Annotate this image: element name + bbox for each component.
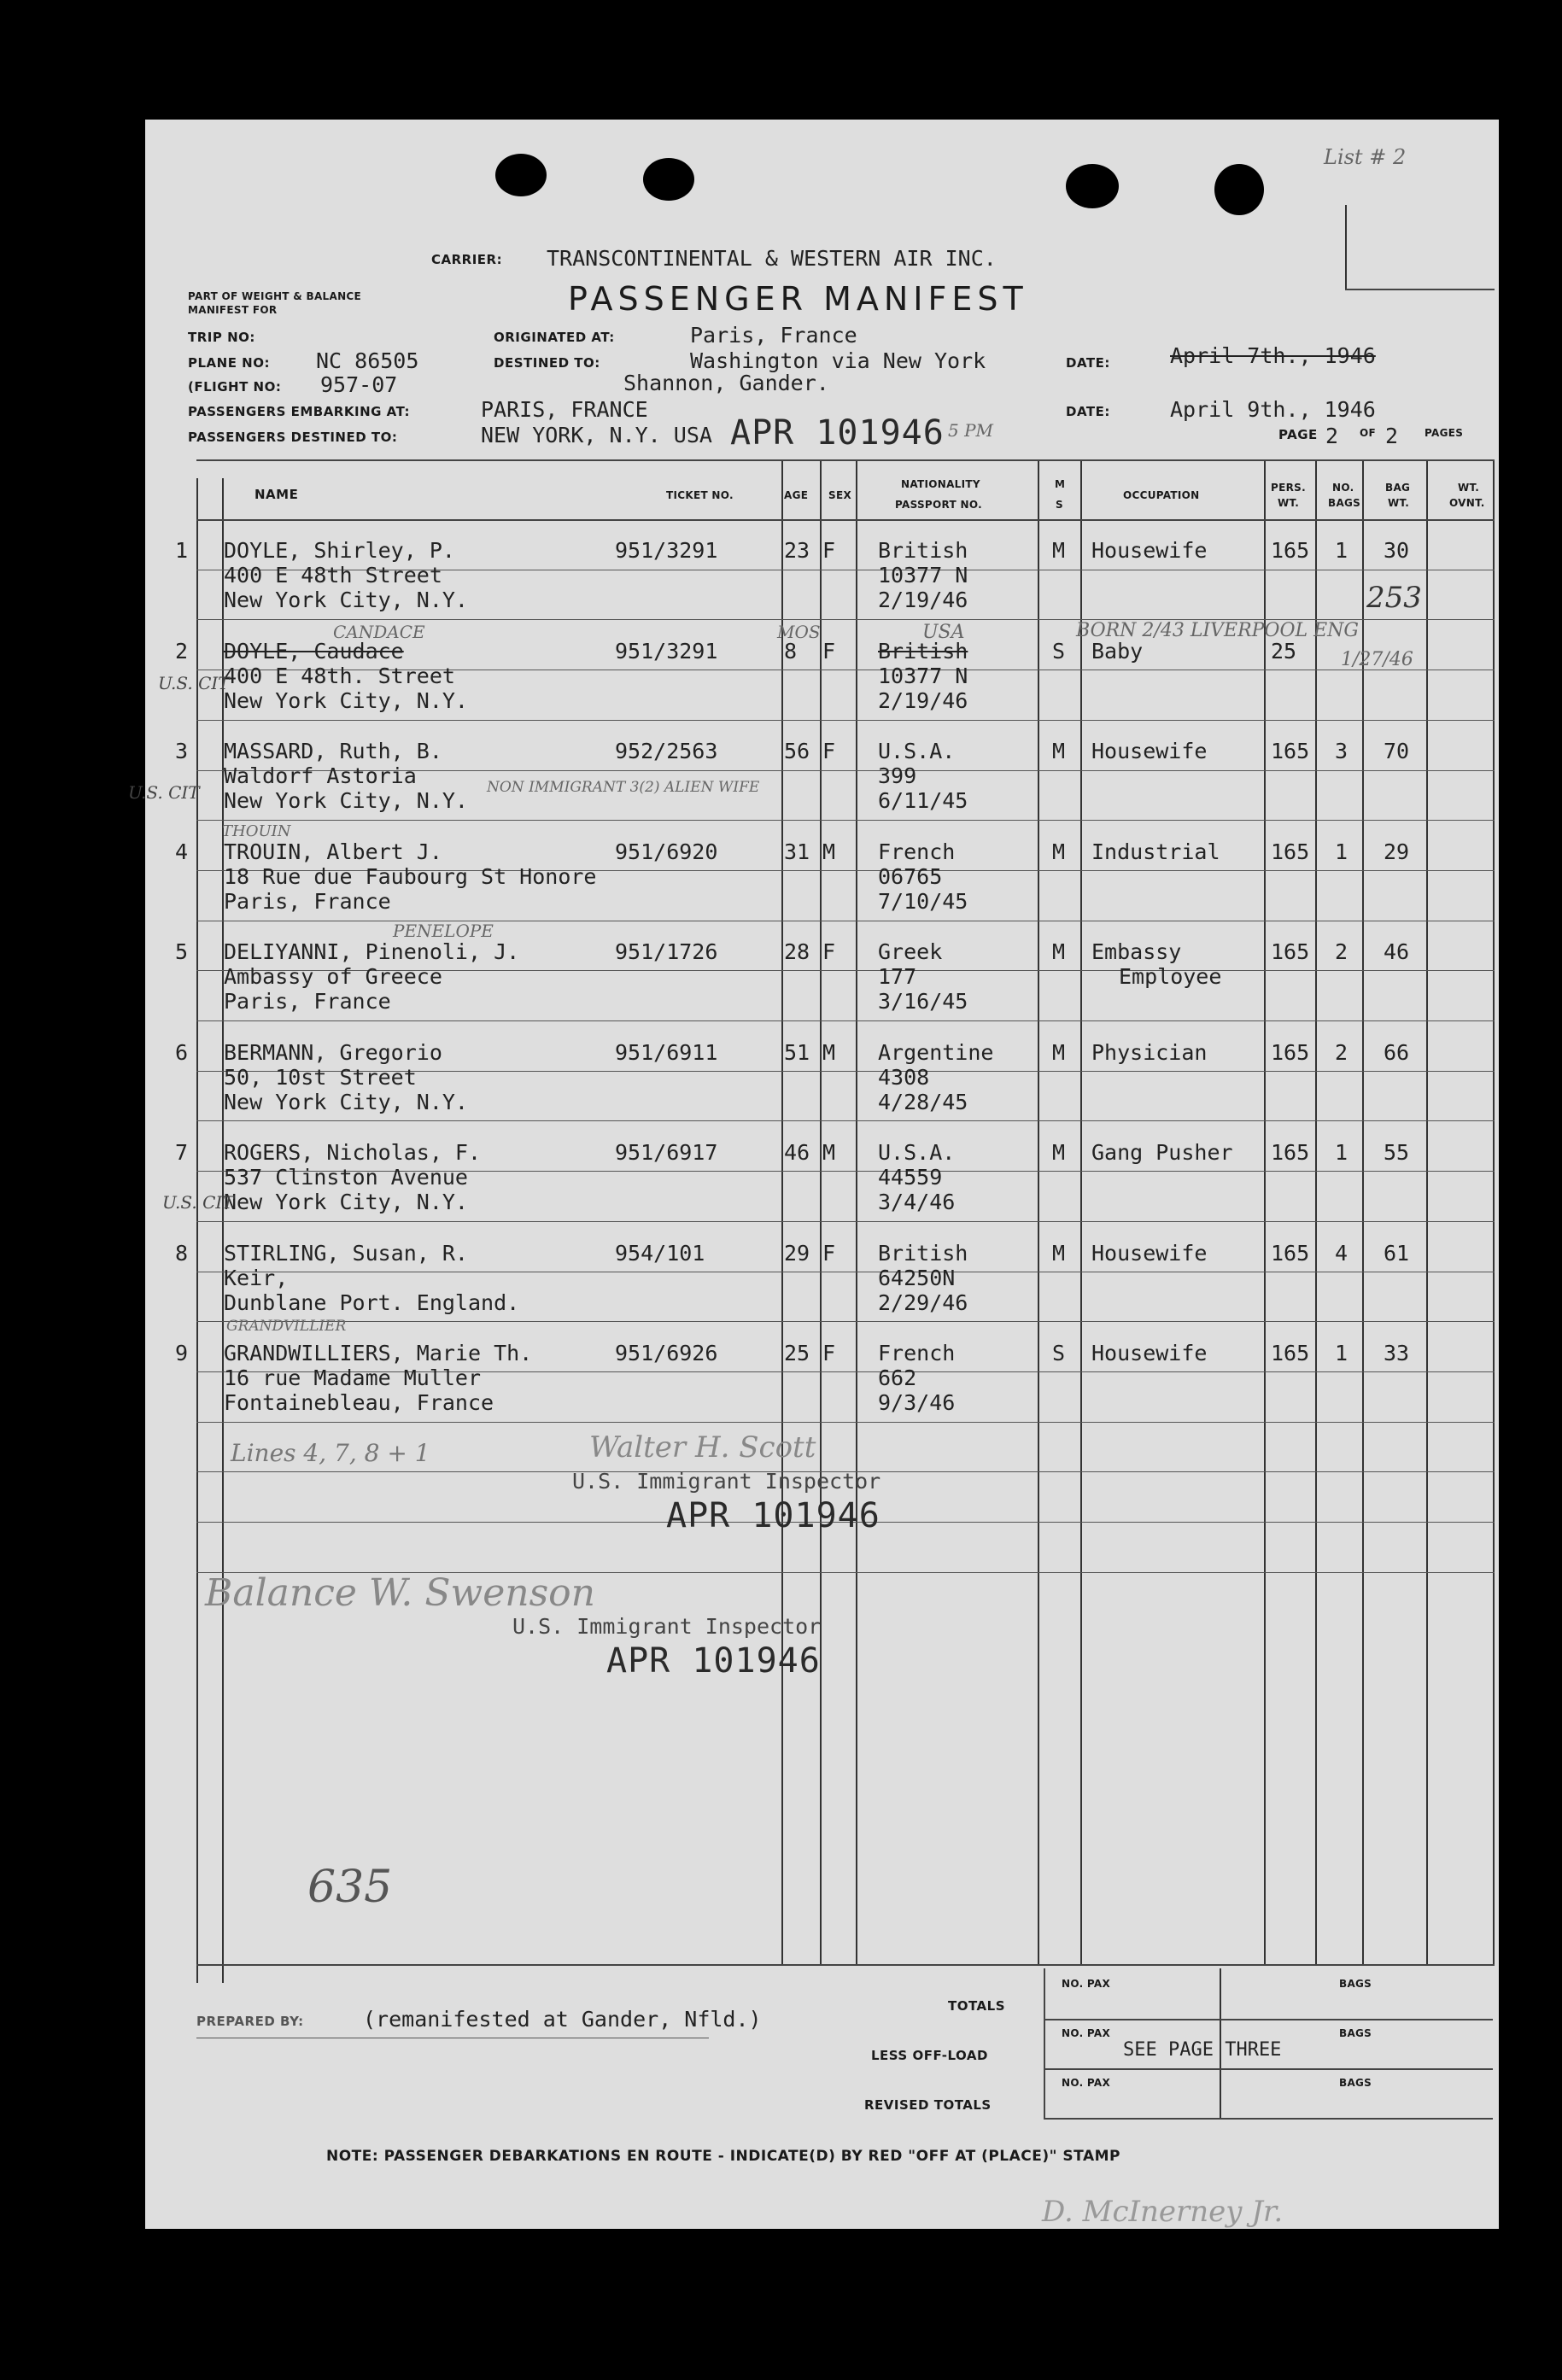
marital-status: M bbox=[1052, 739, 1066, 763]
passenger-address-line-1: 537 Clinston Avenue bbox=[224, 1165, 468, 1190]
embarking-label: PASSENGERS EMBARKING AT: bbox=[188, 404, 411, 419]
col-nationality: NATIONALITY bbox=[901, 478, 980, 490]
trip-no-label: TRIP NO: bbox=[188, 330, 255, 345]
passenger-number: 1 bbox=[175, 538, 189, 563]
table-column-line bbox=[1426, 459, 1428, 1964]
no-pax-label: NO. PAX bbox=[1062, 2027, 1111, 2039]
table-row-line bbox=[196, 1422, 1495, 1423]
bag-weight: 61 bbox=[1384, 1240, 1410, 1266]
passenger-occupation: Housewife bbox=[1091, 1341, 1208, 1365]
ticket-number: 951/6926 bbox=[615, 1341, 718, 1365]
table-column-line bbox=[820, 459, 822, 1964]
passenger-occupation: Housewife bbox=[1091, 1240, 1208, 1266]
table-column-line bbox=[1264, 459, 1266, 1964]
passenger-address-line-1: 400 E 48th Street bbox=[224, 563, 442, 588]
passport-number: 399 bbox=[878, 763, 917, 788]
marital-status: M bbox=[1052, 939, 1066, 964]
passenger-nationality: U.S.A. bbox=[878, 739, 956, 763]
marital-status: M bbox=[1052, 1140, 1066, 1165]
of-value: 2 bbox=[1385, 424, 1399, 448]
of-label: OF bbox=[1360, 427, 1376, 439]
row5-correction: PENELOPE bbox=[393, 921, 494, 941]
marital-status: M bbox=[1052, 1240, 1066, 1266]
inspector-1-signature: Walter H. Scott bbox=[589, 1430, 816, 1465]
pages-label: PAGES bbox=[1425, 427, 1464, 439]
revised-totals-label: REVISED TOTALS bbox=[864, 2097, 992, 2113]
table-row-line bbox=[196, 1120, 1495, 1121]
destined-pax-value: NEW YORK, N.Y. USA bbox=[481, 423, 712, 447]
passenger-weight: 165 bbox=[1271, 538, 1310, 563]
passport-date: 3/16/45 bbox=[878, 989, 968, 1014]
passenger-number: 8 bbox=[175, 1240, 189, 1266]
row3-note: NON IMMIGRANT 3(2) ALIEN WIFE bbox=[487, 779, 760, 796]
col-wt-ovnt: WT. bbox=[1458, 482, 1480, 494]
bag-weight: 46 bbox=[1384, 939, 1410, 964]
marital-status: M bbox=[1052, 1039, 1066, 1065]
ticket-number: 951/3291 bbox=[615, 638, 718, 664]
destined-label: DESTINED TO: bbox=[494, 355, 600, 371]
col-bag-wt: BAG bbox=[1385, 482, 1411, 494]
passenger-number: 3 bbox=[175, 739, 189, 763]
col-ms: M bbox=[1055, 478, 1066, 490]
passport-number: 64250N bbox=[878, 1265, 956, 1290]
marital-status: M bbox=[1052, 538, 1066, 563]
header-date-stamp: APR 101946 bbox=[730, 413, 945, 453]
passenger-address-line-2: Paris, France bbox=[224, 888, 391, 914]
passenger-nationality: French bbox=[878, 1341, 956, 1365]
inspector-2-signature: Balance W. Swenson bbox=[205, 1571, 595, 1615]
passenger-sex: F bbox=[822, 1341, 836, 1365]
passenger-sex: F bbox=[822, 939, 836, 964]
passenger-address-line-2: New York City, N.Y. bbox=[224, 1089, 468, 1114]
date-label-2: DATE: bbox=[1066, 404, 1110, 419]
corner-box-line bbox=[1345, 205, 1347, 290]
passenger-name: MASSARD, Ruth, B. bbox=[224, 739, 442, 763]
col-wt-ovnt-2: OVNT. bbox=[1449, 497, 1485, 509]
header-stamp-note: 5 PM bbox=[948, 420, 994, 441]
passenger-age: 56 bbox=[784, 739, 810, 763]
passenger-weight: 165 bbox=[1271, 1140, 1310, 1165]
passenger-age: 28 bbox=[784, 939, 810, 964]
bags-label: BAGS bbox=[1339, 1978, 1372, 1990]
passenger-sex: F bbox=[822, 538, 836, 563]
passenger-number: 5 bbox=[175, 939, 189, 964]
passenger-name: STIRLING, Susan, R. bbox=[224, 1240, 468, 1266]
plane-no-value: NC 86505 bbox=[316, 348, 419, 373]
passport-number: 4308 bbox=[878, 1064, 930, 1090]
page-label: PAGE bbox=[1278, 427, 1318, 442]
bag-count: 1 bbox=[1335, 1341, 1348, 1365]
col-no-bags: NO. bbox=[1332, 482, 1354, 494]
passenger-sex: F bbox=[822, 1240, 836, 1266]
table-row-line bbox=[196, 1221, 1495, 1222]
punch-hole bbox=[643, 158, 694, 201]
no-pax-label: NO. PAX bbox=[1062, 1978, 1111, 1990]
bag-weight: 30 bbox=[1384, 538, 1410, 563]
table-row-line bbox=[196, 1321, 1495, 1322]
passenger-occupation: Industrial bbox=[1091, 839, 1220, 864]
bagwt-note: 253 bbox=[1366, 581, 1422, 615]
date-value-2: April 9th., 1946 bbox=[1170, 397, 1376, 422]
bag-count: 2 bbox=[1335, 939, 1348, 964]
passenger-age: 25 bbox=[784, 1341, 810, 1365]
page-title: PASSENGER MANIFEST bbox=[568, 280, 1028, 318]
passenger-weight: 25 bbox=[1271, 638, 1297, 664]
bag-count: 2 bbox=[1335, 1039, 1348, 1065]
punch-hole bbox=[1214, 164, 1264, 215]
manifest-sheet bbox=[128, 120, 1499, 2229]
passenger-occupation: Physician bbox=[1091, 1039, 1208, 1065]
inspector-1-title: U.S. Immigrant Inspector bbox=[572, 1469, 881, 1494]
bag-weight: 33 bbox=[1384, 1341, 1410, 1365]
passport-date: 2/19/46 bbox=[878, 588, 968, 612]
passenger-nationality: British bbox=[878, 538, 968, 563]
passenger-age: 31 bbox=[784, 839, 810, 864]
col-ticket: TICKET NO. bbox=[666, 489, 734, 501]
originated-label: ORIGINATED AT: bbox=[494, 330, 615, 345]
passenger-name: DELIYANNI, Pinenoli, J. bbox=[224, 939, 520, 964]
passenger-nationality: British bbox=[878, 638, 968, 664]
passenger-occupation: Housewife bbox=[1091, 739, 1208, 763]
ticket-number: 954/101 bbox=[615, 1240, 705, 1266]
row9-correction: GRANDVILLIER bbox=[226, 1318, 347, 1335]
no-pax-label: NO. PAX bbox=[1062, 2077, 1111, 2089]
part-of-label: PART OF WEIGHT & BALANCE bbox=[188, 290, 362, 302]
totals-label: TOTALS bbox=[948, 1998, 1006, 2014]
row2-nat-note: USA bbox=[922, 622, 965, 643]
col-bag-wt-2: WT. bbox=[1388, 497, 1410, 509]
prepared-value: (remanifested at Gander, Nfld.) bbox=[363, 2007, 762, 2032]
passenger-age: 8 bbox=[784, 638, 798, 664]
carrier-label: CARRIER: bbox=[431, 252, 503, 267]
passenger-address-line-2: New York City, N.Y. bbox=[224, 687, 468, 713]
passenger-sex: M bbox=[822, 1140, 836, 1165]
destined-value: Washington via New York bbox=[690, 348, 986, 373]
marital-status: M bbox=[1052, 839, 1066, 864]
passport-date: 6/11/45 bbox=[878, 788, 968, 813]
row4-correction: THOUIN bbox=[222, 822, 291, 840]
totals-box-line bbox=[1044, 2019, 1493, 2020]
col-pers-wt-2: WT. bbox=[1278, 497, 1300, 509]
flight-no-label: (FLIGHT NO: bbox=[188, 379, 282, 395]
debarkation-note: NOTE: PASSENGER DEBARKATIONS EN ROUTE - INDICATE(D) BY RED "OFF AT (PLACE)" STAMP bbox=[326, 2148, 1120, 2165]
destined-pax-label: PASSENGERS DESTINED TO: bbox=[188, 430, 398, 445]
date-value-1: April 7th., 1946 bbox=[1170, 343, 1376, 368]
passenger-nationality: U.S.A. bbox=[878, 1140, 956, 1165]
table-top-line bbox=[196, 459, 1495, 461]
passport-number: 177 bbox=[878, 964, 917, 989]
passenger-age: 51 bbox=[784, 1039, 810, 1065]
passenger-address-line-1: Waldorf Astoria bbox=[224, 763, 417, 788]
passenger-address-line-1: 18 Rue due Faubourg St Honore bbox=[224, 863, 597, 889]
row2-age-note: MOS bbox=[777, 622, 821, 642]
passenger-address-line-2: Paris, France bbox=[224, 989, 391, 1014]
passenger-address-line-1: 50, 10st Street bbox=[224, 1064, 417, 1090]
passenger-occupation: Gang Pusher bbox=[1091, 1140, 1233, 1165]
passenger-address-line-2: New York City, N.Y. bbox=[224, 788, 468, 813]
originated-value: Paris, France bbox=[690, 323, 857, 348]
passenger-sex: F bbox=[822, 739, 836, 763]
passenger-address-line-1: Keir, bbox=[224, 1265, 289, 1290]
table-column-line bbox=[1315, 459, 1317, 1964]
row3-margin-note: U.S. CIT bbox=[128, 782, 200, 803]
passenger-weight: 165 bbox=[1271, 1341, 1310, 1365]
ticket-number: 951/3291 bbox=[615, 538, 718, 563]
passport-date: 7/10/45 bbox=[878, 888, 968, 914]
table-row-line bbox=[196, 720, 1495, 721]
passenger-name: ROGERS, Nicholas, F. bbox=[224, 1140, 482, 1165]
table-column-line bbox=[781, 459, 783, 1964]
passenger-weight: 165 bbox=[1271, 939, 1310, 964]
passenger-number: 9 bbox=[175, 1341, 189, 1365]
corner-box-line bbox=[1345, 289, 1495, 290]
embarking-value: PARIS, FRANCE bbox=[481, 397, 648, 422]
passenger-address-line-1: Ambassy of Greece bbox=[224, 964, 442, 989]
passenger-weight: 165 bbox=[1271, 1039, 1310, 1065]
inspector-2-date: APR 101946 bbox=[606, 1641, 821, 1681]
table-column-line bbox=[1362, 459, 1364, 1964]
bag-weight: 66 bbox=[1384, 1039, 1410, 1065]
bags-label: BAGS bbox=[1339, 2077, 1372, 2089]
passenger-address-line-2: New York City, N.Y. bbox=[224, 588, 468, 612]
row2-right-note-2: 1/27/46 bbox=[1341, 649, 1413, 670]
table-row-line bbox=[196, 820, 1495, 821]
row2-margin-note: U.S. CIT bbox=[158, 673, 230, 693]
bags-label: BAGS bbox=[1339, 2027, 1372, 2039]
ticket-number: 951/1726 bbox=[615, 939, 718, 964]
col-no-bags-2: BAGS bbox=[1328, 497, 1361, 509]
passenger-name: TROUIN, Albert J. bbox=[224, 839, 442, 864]
passenger-occupation: Baby bbox=[1091, 638, 1144, 664]
flight-no-value: 957-07 bbox=[320, 372, 398, 397]
carrier-value: TRANSCONTINENTAL & WESTERN AIR INC. bbox=[547, 246, 997, 271]
bag-weight: 70 bbox=[1384, 739, 1410, 763]
passenger-number: 7 bbox=[175, 1140, 189, 1165]
passport-number: 44559 bbox=[878, 1165, 943, 1190]
totals-box-line bbox=[1044, 2068, 1493, 2070]
passenger-name: DOYLE, Shirley, P. bbox=[224, 538, 455, 563]
page-value: 2 bbox=[1325, 424, 1339, 448]
punch-hole bbox=[1066, 164, 1119, 208]
bag-weight: 55 bbox=[1384, 1140, 1410, 1165]
bag-count: 1 bbox=[1335, 1140, 1348, 1165]
passenger-number: 4 bbox=[175, 839, 189, 864]
table-column-line bbox=[1493, 459, 1495, 1964]
passenger-number: 6 bbox=[175, 1039, 189, 1065]
table-column-line bbox=[1038, 459, 1039, 1964]
table-row-line bbox=[196, 1020, 1495, 1021]
passenger-age: 23 bbox=[784, 538, 810, 563]
passenger-weight: 165 bbox=[1271, 739, 1310, 763]
inspector-2-title: U.S. Immigrant Inspector bbox=[512, 1614, 822, 1639]
passenger-weight: 165 bbox=[1271, 839, 1310, 864]
row2-right-note: BORN 2/43 LIVERPOOL ENG bbox=[1076, 620, 1359, 641]
col-ms-2: S bbox=[1056, 499, 1063, 511]
row7-margin-note: U.S. CIT bbox=[162, 1192, 234, 1213]
passenger-address-line-1: 400 E 48th. Street bbox=[224, 663, 455, 688]
table-header-line bbox=[196, 519, 1495, 521]
col-passport: PASSPORT NO. bbox=[895, 499, 982, 511]
col-sex: SEX bbox=[828, 489, 851, 501]
passport-date: 2/29/46 bbox=[878, 1289, 968, 1315]
passenger-sex: M bbox=[822, 1039, 836, 1065]
destined-value-2: Shannon, Gander. bbox=[623, 371, 829, 395]
date-label-1: DATE: bbox=[1066, 355, 1110, 371]
footer-line bbox=[196, 1964, 1495, 1966]
passenger-address-line-1: 16 rue Madame Muller bbox=[224, 1365, 482, 1390]
less-offload-label: LESS OFF-LOAD bbox=[871, 2048, 988, 2063]
passenger-number: 2 bbox=[175, 638, 189, 664]
bottom-signature: D. McInerney Jr. bbox=[1042, 2195, 1284, 2229]
passenger-occupation: Housewife bbox=[1091, 538, 1208, 563]
marital-status: S bbox=[1052, 638, 1066, 664]
passenger-sex: F bbox=[822, 638, 836, 664]
bag-count: 4 bbox=[1335, 1240, 1348, 1266]
col-name: NAME bbox=[254, 487, 299, 502]
passenger-occupation: Embassy bbox=[1091, 939, 1182, 964]
ticket-number: 952/2563 bbox=[615, 739, 718, 763]
plane-no-label: PLANE NO: bbox=[188, 355, 270, 371]
inspector-1-date: APR 101946 bbox=[666, 1496, 880, 1535]
passenger-nationality: Argentine bbox=[878, 1039, 994, 1065]
punch-hole bbox=[495, 154, 547, 196]
passport-date: 2/19/46 bbox=[878, 687, 968, 713]
passenger-name: GRANDWILLIERS, Marie Th. bbox=[224, 1341, 533, 1365]
col-occupation: OCCUPATION bbox=[1123, 489, 1200, 501]
bag-count: 1 bbox=[1335, 538, 1348, 563]
bag-count: 1 bbox=[1335, 839, 1348, 864]
passport-number: 10377 N bbox=[878, 563, 968, 588]
table-column-line bbox=[856, 459, 857, 1964]
col-pers-wt: PERS. bbox=[1271, 482, 1306, 494]
passenger-address-line-2: Dunblane Port. England. bbox=[224, 1289, 520, 1315]
see-page-note: SEE PAGE THREE bbox=[1123, 2039, 1282, 2061]
ticket-number: 951/6917 bbox=[615, 1140, 718, 1165]
passenger-occupation-2: Employee bbox=[1119, 964, 1222, 989]
passport-number: 10377 N bbox=[878, 663, 968, 688]
passport-date: 3/4/46 bbox=[878, 1190, 956, 1214]
passenger-age: 29 bbox=[784, 1240, 810, 1266]
prepared-label: PREPARED BY: bbox=[196, 2014, 304, 2029]
passport-number: 662 bbox=[878, 1365, 917, 1390]
passenger-address-line-2: Fontainebleau, France bbox=[224, 1390, 494, 1415]
passenger-nationality: Greek bbox=[878, 939, 943, 964]
passenger-nationality: French bbox=[878, 839, 956, 864]
table-column-line bbox=[1080, 459, 1082, 1964]
passenger-nationality: British bbox=[878, 1240, 968, 1266]
bag-count: 3 bbox=[1335, 739, 1348, 763]
passport-date: 4/28/45 bbox=[878, 1089, 968, 1114]
lines-note: Lines 4, 7, 8 + 1 bbox=[231, 1439, 430, 1467]
number-note: 635 bbox=[307, 1862, 393, 1913]
part-of-label-2: MANIFEST FOR bbox=[188, 304, 278, 316]
passport-date: 9/3/46 bbox=[878, 1390, 956, 1415]
list-note: List # 2 bbox=[1324, 145, 1407, 169]
col-age: AGE bbox=[784, 489, 809, 501]
passport-number: 06765 bbox=[878, 863, 943, 889]
marital-status: S bbox=[1052, 1341, 1066, 1365]
ticket-number: 951/6920 bbox=[615, 839, 718, 864]
row2-name-correction: CANDACE bbox=[333, 622, 425, 642]
passenger-name: DOYLE, Caudace bbox=[224, 638, 404, 664]
passenger-age: 46 bbox=[784, 1140, 810, 1165]
ticket-number: 951/6911 bbox=[615, 1039, 718, 1065]
passenger-weight: 165 bbox=[1271, 1240, 1310, 1266]
passenger-address-line-2: New York City, N.Y. bbox=[224, 1190, 468, 1214]
bag-weight: 29 bbox=[1384, 839, 1410, 864]
totals-box-line bbox=[1044, 2118, 1493, 2120]
passenger-name: BERMANN, Gregorio bbox=[224, 1039, 442, 1065]
table-column-line bbox=[196, 478, 198, 1983]
passenger-sex: M bbox=[822, 839, 836, 864]
